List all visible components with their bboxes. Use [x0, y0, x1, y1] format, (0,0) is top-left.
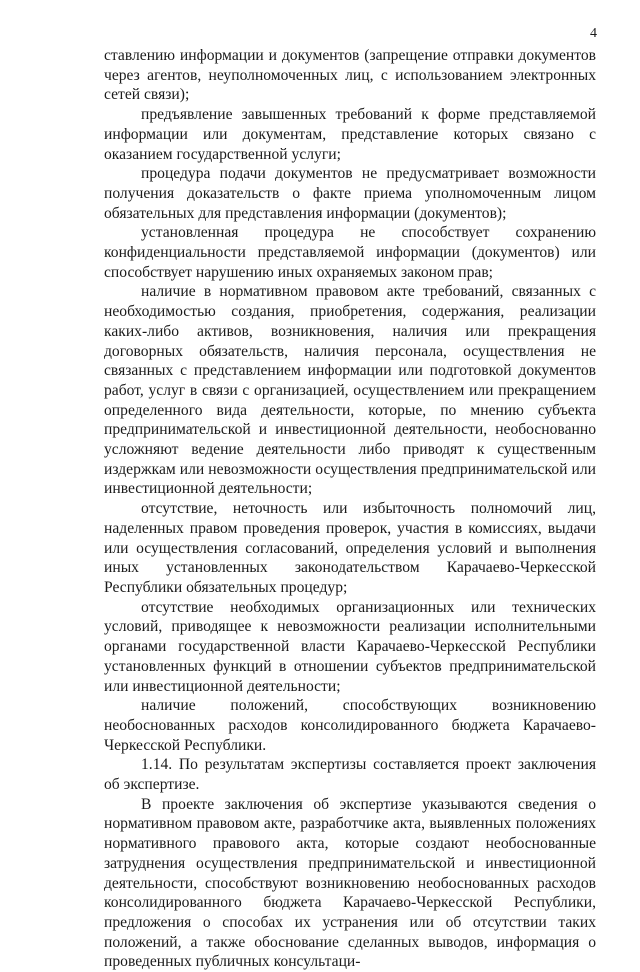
paragraph-6: отсутствие, неточность или избыточность полномочий лиц, наделенных правом проведения проверок, участия в комиссиях, выдачи или осуществления согласований, определения условий и выполнения иных установленных законодательством Карачаево-Черкесской Республики обязательных процедур; — [104, 500, 596, 596]
page-number: 4 — [590, 26, 597, 41]
paragraph-1: ставлению информации и документов (запрещение отправки документов через агентов, неуполномоченных лиц, с использованием электронных сетей связи); — [104, 47, 596, 104]
paragraph-5: наличие в нормативном правовом акте требований, связанных с необходимостью создания, приобретения, содержания, реализации каких-либо активов, возникновения, наличия или прекращения договорных обязательств, наличия персонала, осуществления не связанных с представлением информации или подготовкой документов работ, услуг в связи с организацией, осуществлением или прекращением определенного вида деятельности, которые, по мнению субъекта предпринимательской и инвестиционной деятельности, необоснованно усложняют ведение деятельности либо приводят к существенным издержкам или невозможности осуществления предпринимательской или инвестиционной деятельности; — [104, 283, 596, 498]
paragraph-9: 1.14. По результатам экспертизы составляется проект заключения об экспертизе. — [104, 756, 596, 794]
paragraph-7: отсутствие необходимых организационных или технических условий, приводящее к невозможности реализации исполнительными органами государственной власти Карачаево-Черкесской Республики установленных функций в отношении субъектов предпринимательской или инвестиционной деятельности; — [104, 598, 596, 695]
paragraph-4: установленная процедура не способствует сохранению конфиденциальности представляемой информации (документов) или способствует нарушению иных охраняемых законом прав; — [104, 224, 596, 281]
paragraph-10: В проекте заключения об экспертизе указываются сведения о нормативном правовом акте, разработчике акта, выявленных положениях нормативного правового акта, которые создают необоснованные затруднения осуществления предпринимательской и инвестиционной деятельности, способствуют возникновению необоснованных расходов консолидированного бюджета Карачаево-Черкесской Республики, предложения о способах их устранения или об отсутствии таких положений, а также обоснование сделанных выводов, информация о проведенных публичных консультаци- — [104, 795, 596, 971]
paragraph-2: предъявление завышенных требований к форме представляемой информации или документам, представление которых связано с оказанием государственной услуги; — [104, 106, 596, 163]
paragraph-3: процедура подачи документов не предусматривает возможности получения доказательств о факте приема уполномоченным лицом обязательных для представления информации (документов); — [104, 165, 596, 222]
document-body — [104, 46, 596, 972]
paragraph-8: наличие положений, способствующих возникновению необоснованных расходов консолидированного бюджета Карачаево-Черкесской Республики. — [104, 697, 596, 754]
